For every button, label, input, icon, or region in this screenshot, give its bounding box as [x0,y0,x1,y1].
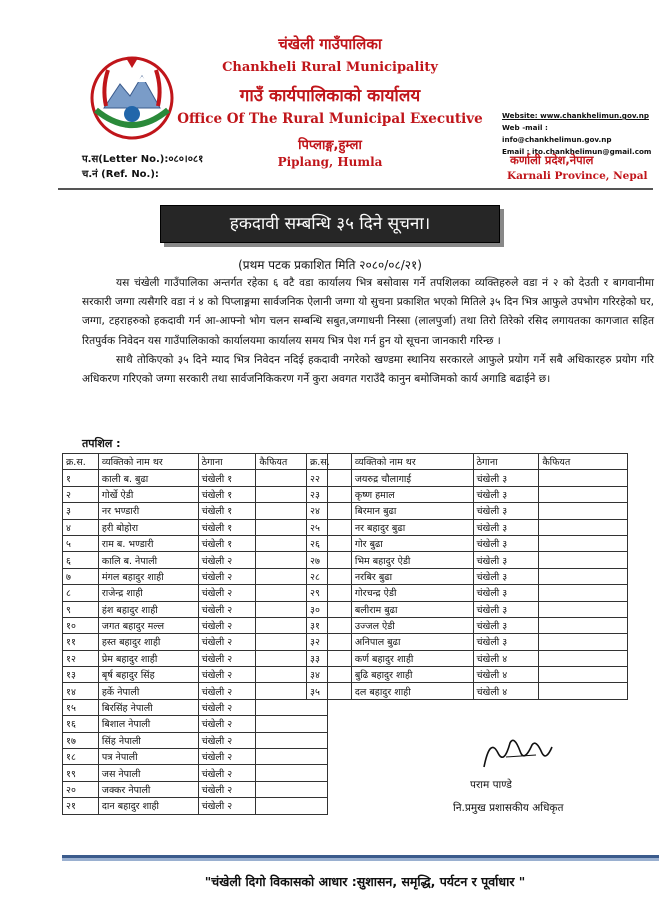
cell-address: चंखेली २ [198,601,256,617]
location-english: Piplang, Humla [277,155,383,169]
cell-name: कर्ण बहादुर शाही [351,650,473,666]
notice-title-banner: हकदावी सम्बन्धि ३५ दिने सूचना। [160,205,500,243]
table-row [63,486,328,502]
table-row [63,781,328,797]
cell-sn: १६ [63,716,99,732]
cell-sn: ११ [63,634,99,650]
table-row [63,749,328,765]
cell-remarks [539,585,628,601]
cell-name: राम ब. भण्डारी [98,535,198,551]
municipality-name-nepali: चंखेली गाउँपालिका [278,35,382,53]
cell-sn: २४ [307,503,352,519]
table-row [63,503,328,519]
cell-address: चंखेली २ [198,552,256,568]
table-row [307,650,628,666]
cell-remarks [539,601,628,617]
webmail-text: Web -mail : info@chankhelimun.gov.np [502,123,612,144]
footer-slogan: "चंखेली दिगो विकासको आधार :सुशासन, समृद्धि, पर्यटन र पूर्वाधार " [204,874,526,889]
cell-name: दान बहादुर शाही [98,798,198,814]
table-row [63,519,328,535]
claimant-table-left [62,453,328,815]
cell-sn: २१ [63,798,99,814]
cell-name: कालि ब. नेपाली [98,552,198,568]
table-row [307,568,628,584]
cell-remarks [539,519,628,535]
table-row [63,667,328,683]
cell-name: भिम बहादुर ऐडी [351,552,473,568]
table-row [307,552,628,568]
cell-remarks [256,699,328,715]
cell-remarks [539,634,628,650]
cell-remarks [539,552,628,568]
table-row [307,519,628,535]
table-row [307,683,628,699]
cell-remarks [256,781,328,797]
header-divider [58,188,653,190]
cell-remarks [256,749,328,765]
cell-address: चंखेली २ [198,699,256,715]
cell-address: चंखेली १ [198,535,256,551]
cell-sn: १५ [63,699,99,715]
cell-name: प्रेम बहादुर शाही [98,650,198,666]
cell-address: चंखेली ३ [473,617,539,633]
cell-name: नर भण्डारी [98,503,198,519]
cell-sn: ३३ [307,650,352,666]
cell-name: सिंह नेपाली [98,732,198,748]
province-english: Karnali Province, Nepal [507,170,648,182]
cell-address: चंखेली २ [198,781,256,797]
table-row [63,585,328,601]
municipality-emblem [82,48,182,148]
table-header-row [307,454,628,470]
table-row [307,503,628,519]
claimant-table-right [306,453,628,700]
cell-address: चंखेली ३ [473,470,539,486]
cell-remarks [539,650,628,666]
cell-sn: २६ [307,535,352,551]
cell-name: हरी बोहोरा [98,519,198,535]
table-row [63,634,328,650]
header-address: ठेगाना [473,454,539,470]
table-row [63,470,328,486]
footer-divider [62,855,659,861]
cell-name: जक्कर नेपाली [98,781,198,797]
cell-sn: २९ [307,585,352,601]
table-row [63,535,328,551]
cell-address: चंखेली ३ [473,585,539,601]
cell-name: गोर बुढा [351,535,473,551]
table-row [307,617,628,633]
cell-name: नरबिर बुढा [351,568,473,584]
cell-sn: १८ [63,749,99,765]
cell-sn: ९ [63,601,99,617]
cell-address: चंखेली ४ [473,683,539,699]
cell-sn: ४ [63,519,99,535]
cell-sn: ३१ [307,617,352,633]
table-row [63,568,328,584]
cell-address: चंखेली ४ [473,667,539,683]
signer-title: नि.प्रमुख प्रशासकीय अधिकृत [453,802,564,814]
website-link[interactable]: Website: www.chankhelimun.gov.np [502,111,649,120]
cell-sn: ५ [63,535,99,551]
municipality-name-english: Chankheli Rural Municipality [222,60,438,75]
table-row [63,732,328,748]
table-header-row [63,454,328,470]
cell-sn: २७ [307,552,352,568]
list-label: तपशिल : [82,437,121,450]
cell-address: चंखेली २ [198,716,256,732]
cell-address: चंखेली १ [198,486,256,502]
header-name: व्यक्तिको नाम थर [98,454,198,470]
cell-name: दल बहादुर शाही [351,683,473,699]
cell-name: बुढि बहादुर शाही [351,667,473,683]
cell-name: बिरमान बुढा [351,503,473,519]
table-row [307,470,628,486]
cell-name: बिशाल नेपाली [98,716,198,732]
table-row [307,667,628,683]
cell-remarks [539,486,628,502]
cell-name: बलीराम बुढा [351,601,473,617]
cell-sn: ३२ [307,634,352,650]
cell-remarks [539,470,628,486]
cell-name: मंगल बहादुर शाही [98,568,198,584]
cell-sn: २५ [307,519,352,535]
cell-remarks [256,798,328,814]
header-sn: क्र.स. [63,454,99,470]
contact-block [502,110,657,158]
table-row [63,765,328,781]
table-row [307,634,628,650]
cell-address: चंखेली १ [198,519,256,535]
cell-name: जयरुद्र चौलागाई [351,470,473,486]
cell-address: चंखेली ३ [473,535,539,551]
cell-name: उज्जल ऐडी [351,617,473,633]
cell-sn: ३० [307,601,352,617]
cell-name: नर बहादुर बुढा [351,519,473,535]
cell-remarks [256,765,328,781]
cell-address: चंखेली २ [198,585,256,601]
cell-sn: २२ [307,470,352,486]
cell-address: चंखेली ३ [473,503,539,519]
cell-remarks [539,617,628,633]
table-row [63,552,328,568]
cell-name: बिरसिंह नेपाली [98,699,198,715]
office-name-english: Office Of The Rural Municipal Executive [177,111,483,127]
header-remarks: कैफियत [539,454,628,470]
letter-number: प.स(Letter No.):०८०।०८१ [82,154,204,165]
table-row [63,699,328,715]
table-row [63,716,328,732]
cell-sn: ३४ [307,667,352,683]
cell-name: अनिपाल बुढा [351,634,473,650]
cell-sn: ३ [63,503,99,519]
table-row [63,650,328,666]
cell-name: जगत बहादुर मल्ल [98,617,198,633]
cell-address: चंखेली २ [198,765,256,781]
table-row [63,798,328,814]
email-text: Email : ito.chankhelimun@gmail.com [502,147,652,156]
table-row [307,535,628,551]
cell-remarks [539,683,628,699]
cell-name: हंश बहादुर शाही [98,601,198,617]
cell-address: चंखेली २ [198,634,256,650]
header-sn: क्र.स. [307,454,352,470]
cell-address: चंखेली ३ [473,568,539,584]
cell-address: चंखेली २ [198,650,256,666]
cell-address: चंखेली २ [198,749,256,765]
notice-paragraph-1: यस चंखेली गाउँपालिका अन्तर्गत रहेका ६ वटै वडा कार्यालय भित्र बसोवास गर्ने तपशिलका व्यक्तिहरुले वडा नं २ को देउती र बागवानीमा सरकारी जग्गा त्यसैगरि वडा नं ४ को पिप्लाङ्गमा सार्वजनिक ऐलानी जग्गा यो सुचना प्रकाशित भएको मितिले ३५ दिन भित्र आफुले उपभोग गरिरहेको घर, जग्गा, टहराहरुको हकदावी गर्न आ-आफ्नो भोग चलन सम्बन्धि सबुत,जग्गाधनी निस्सा (लालपुर्जा) तथा तिरो तिरेको रसिद लगायतका कागजात सहित रितपुर्वक निवेदन यस गाउँपालिकाको कार्यालयमा कार्यालय समय भित्र पेश गर्न हुन यो सूचना जानकारी गरिन्छ । [82,277,654,347]
table-row [63,617,328,633]
cell-address: चंखेली १ [198,503,256,519]
cell-address: चंखेली ३ [473,634,539,650]
cell-address: चंखेली ३ [473,601,539,617]
table-row [307,585,628,601]
cell-name: गोर्खे ऐडी [98,486,198,502]
cell-sn: १४ [63,683,99,699]
province-nepali: कर्णाली प्रदेश,नेपाल [510,153,594,167]
cell-sn: १७ [63,732,99,748]
cell-remarks [539,667,628,683]
signature-image [476,733,556,773]
cell-sn: १३ [63,667,99,683]
table-row [307,601,628,617]
table-row [63,683,328,699]
location-nepali: पिप्लाङ्ग,हुम्ला [298,138,362,153]
cell-name: काली ब. बुढा [98,470,198,486]
cell-address: चंखेली ३ [473,519,539,535]
cell-address: चंखेली ३ [473,552,539,568]
header-name: व्यक्तिको नाम थर [351,454,473,470]
cell-address: चंखेली ३ [473,486,539,502]
office-name-nepali: गाउँ कार्यपालिकाको कार्यालय [239,86,421,106]
cell-address: चंखेली २ [198,798,256,814]
table-row [63,601,328,617]
cell-name: जस नेपाली [98,765,198,781]
cell-name: हर्के नेपाली [98,683,198,699]
cell-name: कृष्ण हमाल [351,486,473,502]
cell-sn: ७ [63,568,99,584]
table-row [307,486,628,502]
cell-name: बृर्ष बहादुर सिंह [98,667,198,683]
cell-sn: २ [63,486,99,502]
cell-sn: १ [63,470,99,486]
cell-remarks [539,568,628,584]
cell-sn: २८ [307,568,352,584]
cell-remarks [256,716,328,732]
publication-date-line: (प्रथम पटक प्रकाशित मिति २०८०/०८/२१) [238,258,422,272]
cell-address: चंखेली २ [198,617,256,633]
cell-sn: १९ [63,765,99,781]
cell-address: चंखेली २ [198,568,256,584]
cell-remarks [539,535,628,551]
header-address: ठेगाना [198,454,256,470]
cell-address: चंखेली २ [198,683,256,699]
cell-address: चंखेली २ [198,667,256,683]
cell-address: चंखेली २ [198,732,256,748]
cell-sn: ३५ [307,683,352,699]
header-remarks: कैफियत [256,454,328,470]
cell-name: गोरचन्द्र ऐडी [351,585,473,601]
cell-name: राजेन्द्र शाही [98,585,198,601]
cell-name: पत्र नेपाली [98,749,198,765]
cell-sn: १० [63,617,99,633]
cell-name: हस्त बहादुर शाही [98,634,198,650]
cell-sn: ८ [63,585,99,601]
cell-sn: १२ [63,650,99,666]
reference-number: च.नं (Ref. No.): [82,169,159,180]
notice-paragraph-2: साथै तोकिएको ३५ दिने म्याद भित्र निवेदन नदिई हकदावी नगरेको खण्डमा स्थानिय सरकारले आफुले प्रयोग गर्ने सबै अधिकारहरु प्रयोग गरि अधिकरण गरिएको जग्गा सरकारी तथा सार्वजनिकिकरण गर्ने कुरा अवगत गराउँदै कानुन बमोजिमको कार्य अगाडि बढाईने छ। [82,353,654,386]
cell-sn: २० [63,781,99,797]
cell-remarks [256,732,328,748]
cell-sn: ६ [63,552,99,568]
signer-name: पराम पाण्डे [470,779,512,791]
cell-address: चंखेली ४ [473,650,539,666]
notice-body [82,274,654,389]
cell-sn: २३ [307,486,352,502]
cell-address: चंखेली १ [198,470,256,486]
cell-remarks [539,503,628,519]
